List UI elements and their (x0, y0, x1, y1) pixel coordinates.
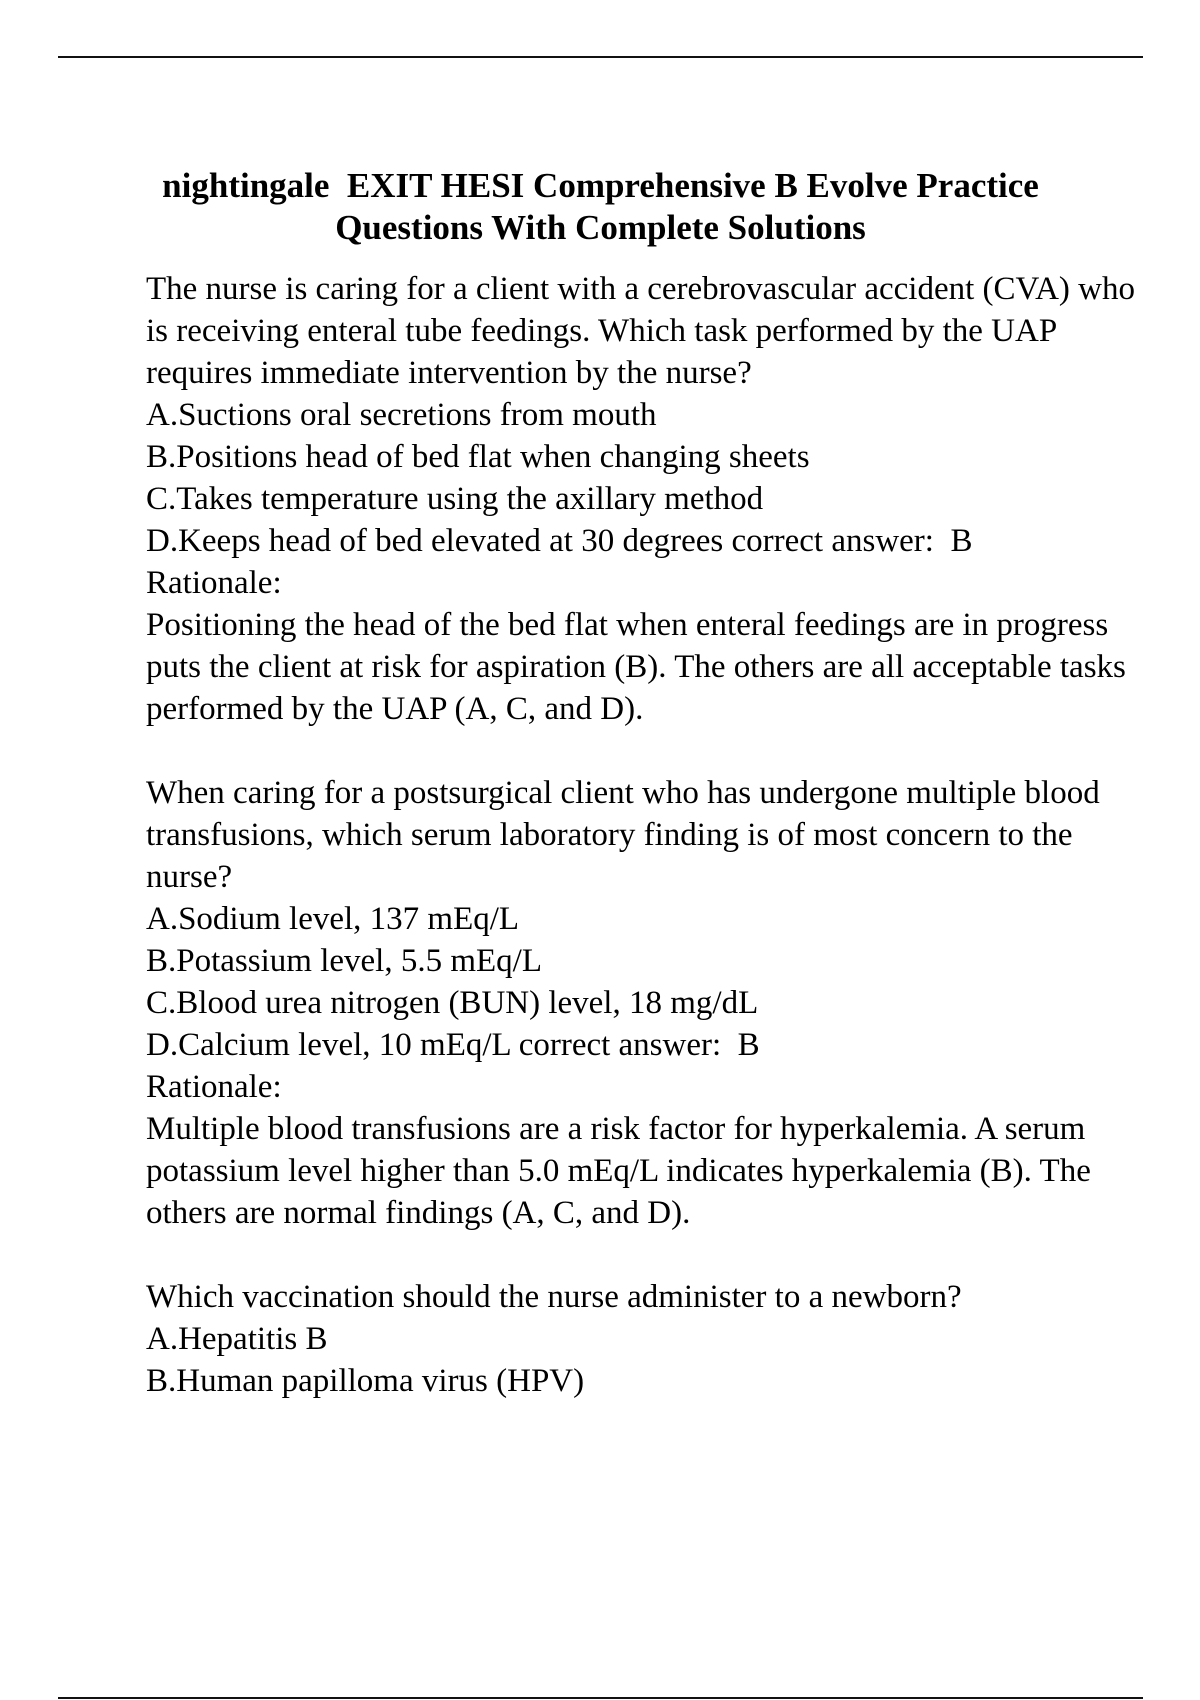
answer-option-a: A.Sodium level, 137 mEq/L (146, 901, 520, 937)
answer-option-b: B.Human papilloma virus (HPV) (146, 1363, 585, 1399)
question-1 (146, 268, 1146, 730)
answer-option-c: C.Blood urea nitrogen (BUN) level, 18 mg/dL (146, 985, 759, 1021)
answer-option-b: B.Positions head of bed flat when changing sheets (146, 439, 810, 475)
question-2 (146, 772, 1146, 1234)
rationale-text: Multiple blood transfusions are a risk factor for hyperkalemia. A serum potassium level higher than 5.0 mEq/L indicates hyperkalemia (B). The others are normal findings (A, C, and D). (146, 1111, 1100, 1231)
top-rule (58, 56, 1143, 58)
rationale-text: Positioning the head of the bed flat when enteral feedings are in progress puts the client at risk for aspiration (B). The others are all acceptable tasks performed by the UAP (A, C, and D). (146, 607, 1135, 727)
question-stem: When caring for a postsurgical client who has undergone multiple blood transfusions, which serum laboratory finding is of most concern to the nurse? (146, 775, 1108, 895)
rationale-label: Rationale: (146, 565, 282, 601)
rationale-label: Rationale: (146, 1069, 282, 1105)
answer-option-d: D.Keeps head of bed elevated at 30 degrees correct answer: B (146, 523, 973, 559)
answer-option-d: D.Calcium level, 10 mEq/L correct answer: B (146, 1027, 760, 1063)
question-3 (146, 1276, 1146, 1402)
document-title: nightingale EXIT HESI Comprehensive B Evolve Practice Questions With Complete Solutions (162, 166, 1039, 248)
question-stem: Which vaccination should the nurse administer to a newborn? (146, 1279, 962, 1315)
answer-option-c: C.Takes temperature using the axillary method (146, 481, 764, 517)
answer-option-a: A.Hepatitis B (146, 1321, 328, 1357)
bottom-rule (58, 1697, 1143, 1699)
document-body (146, 268, 1146, 1402)
question-stem: The nurse is caring for a client with a cerebrovascular accident (CVA) who is receiving enteral tube feedings. Which task performed by the UAP requires immediate intervention by the nurse? (146, 271, 1144, 391)
answer-option-b: B.Potassium level, 5.5 mEq/L (146, 943, 542, 979)
answer-option-a: A.Suctions oral secretions from mouth (146, 397, 657, 433)
